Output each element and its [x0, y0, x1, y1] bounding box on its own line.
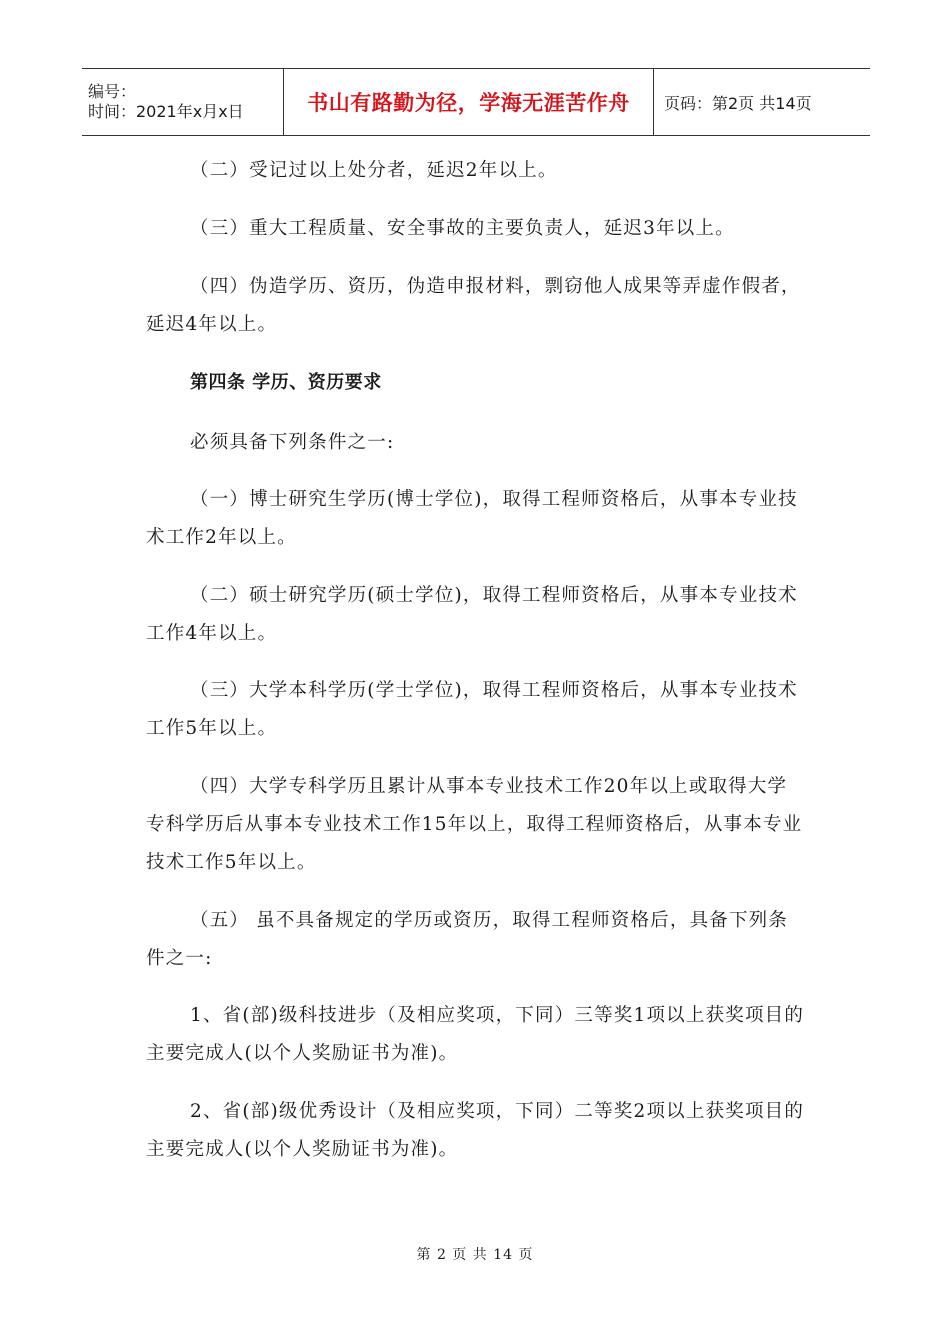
paragraph-4: 必须具备下列条件之一:: [190, 432, 395, 453]
paragraph-8: （四）大学专科学历且累计从事本专业技术工作20年以上或取得大学专科学历后从事本专业技术工作15年以上，取得工程师资格后，从事本专业技术工作5年以上。: [146, 776, 803, 873]
time-label: 时间：2021年x月x日: [88, 102, 244, 121]
paragraph-10: 1、省(部)级科技进步（及相应奖项，下同）三等奖1项以上获奖项目的主要完成人(以个人奖励证书为准)。: [146, 1005, 805, 1064]
paragraph-6: （二）硕士研究学历(硕士学位)，取得工程师资格后，从事本专业技术工作4年以上。: [146, 585, 798, 644]
header-page-info: 页码：第2页 共14页: [664, 93, 812, 113]
paragraph-1: （二）受记过以上处分者，延迟2年以上。: [190, 160, 558, 181]
header-table: [82, 68, 870, 136]
number-label: 编号：: [88, 82, 137, 101]
paragraph-3: （四）伪造学历、资历，伪造申报材料，剽窃他人成果等弄虚作假者，延迟4年以上。: [146, 276, 801, 335]
paragraph-9: （五） 虽不具备规定的学历或资历，取得工程师资格后，具备下列条件之一:: [146, 910, 789, 969]
header-meta: [82, 69, 283, 135]
paragraph-7: （三）大学本科学历(学士学位)，取得工程师资格后，从事本专业技术工作5年以上。: [146, 680, 798, 739]
paragraph-2: （三）重大工程质量、安全事故的主要负责人，延迟3年以上。: [190, 218, 735, 239]
paragraph-11: 2、省(部)级优秀设计（及相应奖项，下同）二等奖2项以上获奖项目的主要完成人(以个人奖励证书为准)。: [146, 1101, 805, 1160]
page-footer: 第 2 页 共 14 页: [416, 1247, 534, 1263]
header-motto: 书山有路勤为径，学海无涯苦作舟: [283, 69, 654, 135]
section-heading: 第四条 学历、资历要求: [190, 372, 382, 393]
paragraph-5: （一）博士研究生学历(博士学位)，取得工程师资格后，从事本专业技术工作2年以上。: [146, 489, 798, 548]
